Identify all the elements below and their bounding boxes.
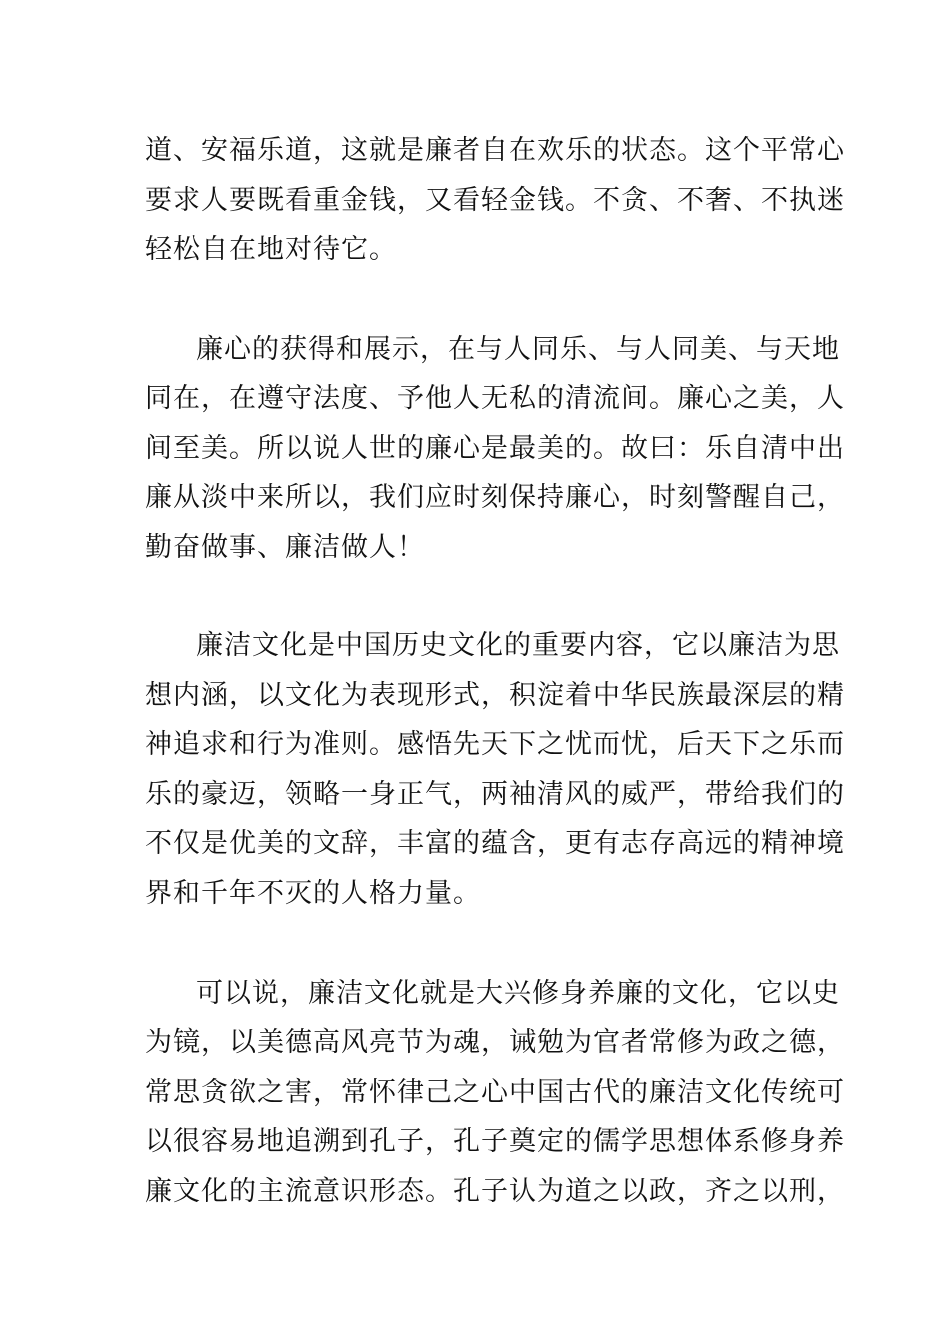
paragraph-4-line-3: 常思贪欲之害，常怀律己之心中国古代的廉洁文化传统可 [145, 1077, 845, 1108]
paragraph-4-line-5: 廉文化的主流意识形态。孔子认为道之以政，齐之以刑， [145, 1176, 845, 1207]
paragraph-3-line-1: 廉洁文化是中国历史文化的重要内容，它以廉洁为思 [196, 630, 840, 661]
paragraph-2-line-2: 同在，在遵守法度、予他人无私的清流间。廉心之美，人 [145, 383, 845, 414]
paragraph-4-line-2: 为镜，以美德高风亮节为魂，诫勉为官者常修为政之德， [145, 1027, 845, 1058]
paragraph-3-line-4: 乐的豪迈，领略一身正气，两袖清风的威严，带给我们的 [145, 779, 845, 810]
paragraph-2-line-1: 廉心的获得和展示，在与人同乐、与人同美、与天地 [196, 334, 840, 365]
paragraph-2-line-5: 勤奋做事、廉洁做人！ [145, 532, 425, 563]
paragraph-2-line-4: 廉从淡中来所以，我们应时刻保持廉心，时刻警醒自己， [145, 482, 845, 513]
paragraph-4-line-1: 可以说，廉洁文化就是大兴修身养廉的文化，它以史 [196, 978, 840, 1009]
paragraph-2-line-3: 间至美。所以说人世的廉心是最美的。故曰：乐自清中出 [145, 433, 845, 464]
paragraph-1-line-1: 道、安福乐道，这就是廉者自在欢乐的状态。这个平常心 [145, 135, 845, 166]
paragraph-1-line-3: 轻松自在地对待它。 [145, 234, 397, 265]
paragraph-3-line-2: 想内涵，以文化为表现形式，积淀着中华民族最深层的精 [145, 680, 845, 711]
paragraph-3-line-6: 界和千年不灭的人格力量。 [145, 878, 481, 909]
paragraph-3-line-3: 神追求和行为准则。感悟先天下之忧而忧，后天下之乐而 [145, 729, 845, 760]
paragraph-3-line-5: 不仅是优美的文辞，丰富的蕴含，更有志存高远的精神境 [145, 828, 845, 859]
paragraph-4-line-4: 以很容易地追溯到孔子，孔子奠定的儒学思想体系修身养 [145, 1126, 845, 1157]
paragraph-1-line-2: 要求人要既看重金钱，又看轻金钱。不贪、不奢、不执迷 [145, 185, 845, 216]
